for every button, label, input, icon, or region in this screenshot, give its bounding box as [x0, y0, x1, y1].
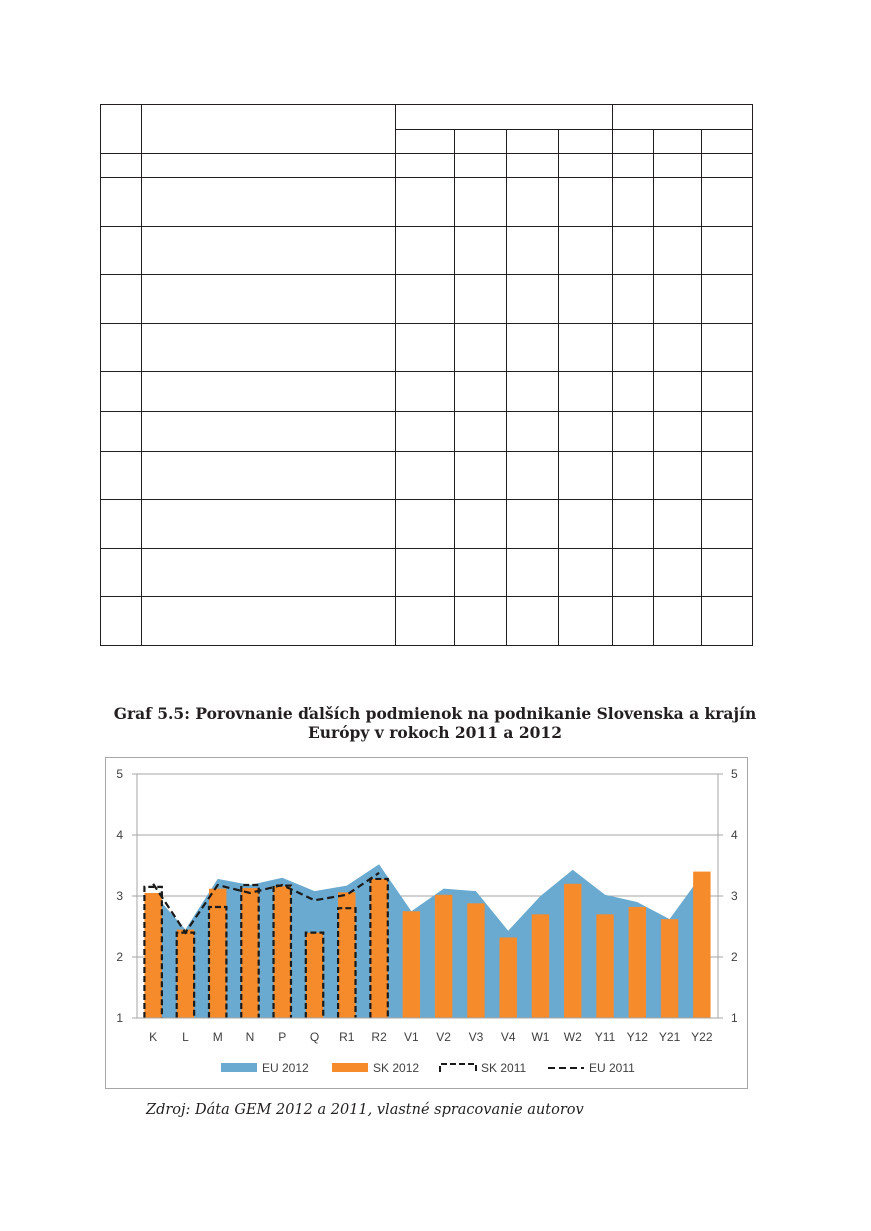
- x-tick-label: P: [278, 1030, 287, 1044]
- sk-2012-bar: [499, 937, 516, 1018]
- table-cell: [455, 452, 507, 500]
- table-row: [101, 549, 753, 597]
- table-cell: [507, 130, 559, 154]
- table-cell: [654, 549, 702, 597]
- x-tick-label: R2: [371, 1030, 387, 1044]
- table-cell: [559, 227, 613, 275]
- table-cell: [396, 105, 613, 130]
- table-cell: [396, 178, 455, 227]
- table-cell: [101, 372, 142, 412]
- table-cell: [455, 549, 507, 597]
- table-cell: [559, 597, 613, 646]
- empty-data-table: [100, 104, 753, 646]
- table-cell: [396, 324, 455, 372]
- table-cell: [702, 275, 753, 324]
- table-cell: [654, 154, 702, 178]
- table-cell: [559, 412, 613, 452]
- table-cell: [613, 324, 654, 372]
- table-cell: [654, 275, 702, 324]
- x-tick-label: M: [212, 1030, 223, 1044]
- table-cell: [507, 372, 559, 412]
- table-row: [101, 178, 753, 227]
- sk-2012-bar: [467, 903, 484, 1018]
- table-row: [101, 105, 753, 130]
- table-cell: [613, 452, 654, 500]
- table-cell: [613, 130, 654, 154]
- table-cell: [613, 412, 654, 452]
- table-cell: [101, 178, 142, 227]
- table-cell: [654, 412, 702, 452]
- table-cell: [101, 500, 142, 549]
- table-cell: [559, 500, 613, 549]
- table-cell: [396, 549, 455, 597]
- table-cell: [455, 412, 507, 452]
- table-cell: [396, 452, 455, 500]
- sk-2012-bar: [144, 893, 161, 1018]
- legend-swatch: [221, 1063, 257, 1072]
- sk-2012-bar: [403, 911, 420, 1018]
- sk-2012-bar: [306, 933, 323, 1018]
- table-cell: [702, 130, 753, 154]
- table-cell: [142, 178, 396, 227]
- table-cell: [702, 227, 753, 275]
- table-row: [101, 372, 753, 412]
- table-cell: [101, 275, 142, 324]
- table-row: [101, 275, 753, 324]
- table-cell: [559, 372, 613, 412]
- table-cell: [396, 275, 455, 324]
- x-tick-label: V4: [500, 1030, 516, 1044]
- table-cell: [613, 178, 654, 227]
- legend-label: SK 2012: [373, 1061, 420, 1075]
- table-cell: [396, 154, 455, 178]
- table-cell: [455, 154, 507, 178]
- table-row: [101, 500, 753, 549]
- legend-swatch: [440, 1064, 476, 1072]
- table-row: [101, 324, 753, 372]
- y-tick-label-right: 4: [731, 828, 738, 842]
- table-cell: [142, 227, 396, 275]
- table-cell: [101, 412, 142, 452]
- table-cell: [455, 372, 507, 412]
- table-cell: [507, 412, 559, 452]
- sk-2012-bar: [661, 919, 678, 1018]
- sk-2012-bar: [564, 884, 581, 1018]
- legend-label: EU 2012: [262, 1061, 309, 1075]
- table-cell: [702, 452, 753, 500]
- table-cell: [142, 372, 396, 412]
- table-cell: [142, 452, 396, 500]
- table-cell: [455, 275, 507, 324]
- table-row: [101, 412, 753, 452]
- table-cell: [613, 597, 654, 646]
- table-cell: [613, 549, 654, 597]
- x-tick-label: V3: [468, 1030, 484, 1044]
- table-cell: [101, 597, 142, 646]
- x-tick-label: Y12: [626, 1030, 648, 1044]
- table-cell: [702, 597, 753, 646]
- table-cell: [396, 500, 455, 549]
- table-cell: [654, 597, 702, 646]
- chart-caption-line-1: Graf 5.5: Porovnanie ďalších podmienok na podnikanie Slovenska a krajín: [113, 704, 757, 723]
- table-cell: [613, 500, 654, 549]
- sk-2012-bar: [177, 930, 194, 1018]
- y-tick-label-right: 2: [731, 950, 738, 964]
- table-cell: [455, 227, 507, 275]
- y-tick-label-right: 1: [731, 1011, 738, 1025]
- x-tick-label: Y11: [594, 1030, 616, 1044]
- table-cell: [702, 154, 753, 178]
- x-tick-label: N: [245, 1030, 255, 1044]
- table-cell: [396, 227, 455, 275]
- table-cell: [507, 227, 559, 275]
- sk-2012-bar: [435, 895, 452, 1018]
- x-tick-label: W1: [531, 1030, 550, 1044]
- chart: [105, 757, 748, 1089]
- table-cell: [507, 178, 559, 227]
- table-cell: [396, 412, 455, 452]
- table-cell: [654, 227, 702, 275]
- sk-2012-bar: [338, 892, 355, 1018]
- table-cell: [455, 500, 507, 549]
- sk-2012-bar: [532, 914, 549, 1018]
- table-cell: [142, 412, 396, 452]
- table-cell: [396, 597, 455, 646]
- table-cell: [702, 500, 753, 549]
- table-cell: [101, 324, 142, 372]
- table-cell: [654, 324, 702, 372]
- table-cell: [654, 452, 702, 500]
- chart-caption-line-2: Európy v rokoch 2011 a 2012: [307, 723, 563, 742]
- sk-2012-bar: [596, 914, 613, 1018]
- y-tick-label-left: 5: [116, 767, 123, 781]
- table-cell: [702, 412, 753, 452]
- table-cell: [613, 105, 753, 130]
- table-cell: [455, 597, 507, 646]
- table-cell: [507, 549, 559, 597]
- table-cell: [507, 500, 559, 549]
- legend-label: EU 2011: [589, 1061, 635, 1075]
- table-cell: [702, 324, 753, 372]
- sk-2012-bar: [274, 886, 291, 1018]
- table-cell: [507, 452, 559, 500]
- source-note: Zdroj: Dáta GEM 2012 a 2011, vlastné spracovanie autorov: [146, 1102, 584, 1118]
- legend-label: SK 2011: [481, 1061, 527, 1075]
- table-cell: [613, 372, 654, 412]
- y-tick-label-left: 4: [116, 828, 123, 842]
- table-cell: [654, 372, 702, 412]
- table-cell: [613, 154, 654, 178]
- x-tick-label: W2: [563, 1030, 582, 1044]
- table-cell: [654, 130, 702, 154]
- x-tick-label: K: [149, 1030, 158, 1044]
- table-cell: [507, 597, 559, 646]
- table-row: [101, 154, 753, 178]
- table-cell: [507, 324, 559, 372]
- table-cell: [559, 549, 613, 597]
- table-row: [101, 227, 753, 275]
- y-tick-label-left: 1: [116, 1011, 123, 1025]
- table-cell: [455, 130, 507, 154]
- table-cell: [559, 324, 613, 372]
- table-cell: [559, 178, 613, 227]
- table-cell: [507, 154, 559, 178]
- eu-2012-area: [153, 864, 702, 1018]
- x-tick-label: R1: [339, 1030, 355, 1044]
- table-cell: [396, 372, 455, 412]
- table-cell: [613, 275, 654, 324]
- table-cell: [142, 154, 396, 178]
- table-cell: [101, 549, 142, 597]
- table-cell: [142, 500, 396, 549]
- table-cell: [507, 275, 559, 324]
- table-cell: [455, 178, 507, 227]
- x-tick-label: V2: [436, 1030, 451, 1044]
- table-cell: [559, 130, 613, 154]
- table-cell: [101, 452, 142, 500]
- table-cell: [559, 275, 613, 324]
- sk-2012-bar: [370, 879, 387, 1018]
- table-cell: [142, 549, 396, 597]
- legend-swatch: [332, 1063, 368, 1072]
- sk-2012-bar: [629, 907, 646, 1018]
- y-tick-label-right: 3: [731, 889, 738, 903]
- table-row: [101, 452, 753, 500]
- table-cell: [101, 227, 142, 275]
- table-cell: [559, 154, 613, 178]
- y-tick-label-right: 5: [731, 767, 738, 781]
- table-cell: [455, 324, 507, 372]
- table-cell: [613, 227, 654, 275]
- table-cell: [654, 500, 702, 549]
- table-cell: [142, 105, 396, 154]
- table-cell: [101, 105, 142, 154]
- table-cell: [702, 549, 753, 597]
- x-tick-label: L: [182, 1030, 189, 1044]
- y-tick-label-left: 3: [116, 889, 123, 903]
- table-row: [101, 597, 753, 646]
- x-tick-label: V1: [404, 1030, 419, 1044]
- sk-2012-bar: [241, 888, 258, 1018]
- table-cell: [142, 324, 396, 372]
- x-tick-label: Q: [309, 1030, 320, 1044]
- x-tick-label: Y22: [691, 1030, 713, 1044]
- x-tick-label: Y21: [658, 1030, 681, 1044]
- table-cell: [142, 275, 396, 324]
- table-cell: [559, 452, 613, 500]
- table-cell: [702, 178, 753, 227]
- table-cell: [654, 178, 702, 227]
- table-cell: [101, 154, 142, 178]
- table-cell: [702, 372, 753, 412]
- sk-2012-bar: [693, 872, 710, 1018]
- chart-caption: [100, 704, 770, 742]
- table-cell: [142, 597, 396, 646]
- y-tick-label-left: 2: [116, 950, 123, 964]
- table-cell: [396, 130, 455, 154]
